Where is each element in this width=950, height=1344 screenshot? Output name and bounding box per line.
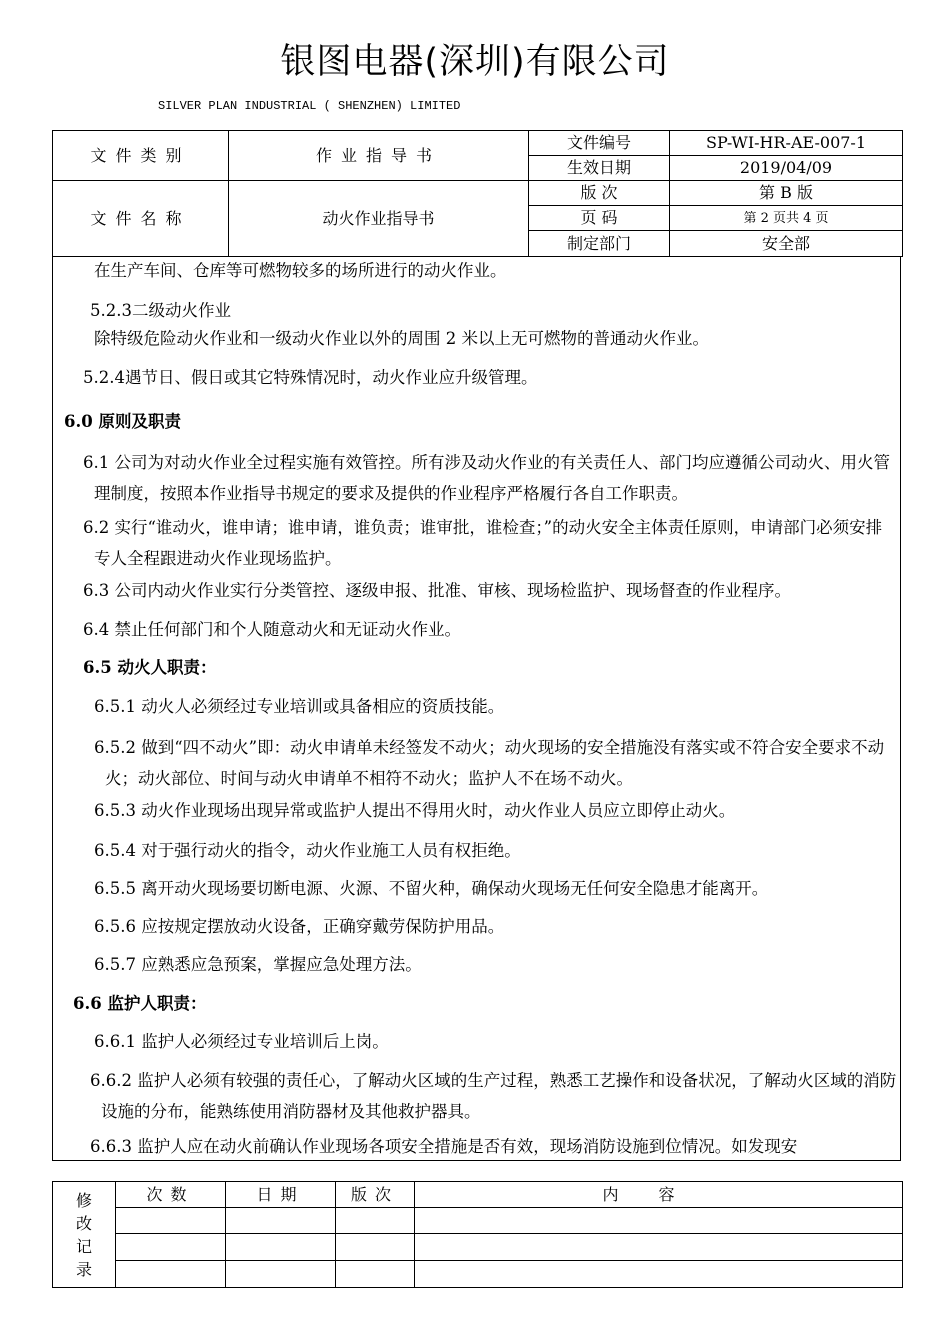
- revision-col-count: 次数: [116, 1182, 226, 1208]
- revision-cell: [415, 1261, 903, 1288]
- document-body: [52, 256, 901, 1161]
- dept-value: 安全部: [670, 231, 903, 257]
- paragraph-6-1: 6.1 公司为对动火作业全过程实施有效管控。所有涉及动火作业的有关责任人、部门均应遵循公司动火、用火管理制度，按照本作业指导书规定的要求及提供的作业程序严格履行各自工作职责。: [83, 453, 890, 503]
- section-heading-6-6: 6.6 监护人职责：: [73, 994, 207, 1013]
- paragraph-6-5-3: 6.5.3 动火作业现场出现异常或监护人提出不得用火时，动火作业人员应立即停止动火。: [94, 801, 736, 820]
- revision-cell: [226, 1208, 336, 1234]
- paragraph-6-5-4: 6.5.4 对于强行动火的指令，动火作业施工人员有权拒绝。: [94, 841, 521, 860]
- revision-side-label: 修 改 记 录: [53, 1182, 116, 1288]
- paragraph-6-4: 6.4 禁止任何部门和个人随意动火和无证动火作业。: [83, 620, 461, 639]
- effective-date-value: 2019/04/09: [670, 156, 903, 181]
- doc-category-value: 作业指导书: [229, 131, 529, 181]
- revision-cell: [415, 1208, 903, 1234]
- revision-cell: [415, 1234, 903, 1261]
- doc-name-value: 动火作业指导书: [229, 181, 529, 257]
- revision-col-date: 日期: [226, 1182, 336, 1208]
- page-label: 页 码: [529, 206, 670, 231]
- revision-cell: [336, 1261, 415, 1288]
- revision-cell: [116, 1208, 226, 1234]
- dept-label: 制定部门: [529, 231, 670, 257]
- doc-category-label: 文件类别: [53, 131, 229, 181]
- body-line: 在生产车间、仓库等可燃物较多的场所进行的动火作业。: [94, 261, 507, 280]
- section-heading-6-5: 6.5 动火人职责：: [83, 658, 217, 677]
- section-heading-6-0: 6.0 原则及职责: [64, 412, 181, 431]
- paragraph-6-6-3: 6.6.3 监护人应在动火前确认作业现场各项安全措施是否有效，现场消防设施到位情况。如发现安: [90, 1137, 798, 1156]
- paragraph-6-5-6: 6.5.6 应按规定摆放动火设备，正确穿戴劳保防护用品。: [94, 917, 505, 936]
- doc-number-label: 文件编号: [529, 131, 670, 156]
- revision-record-table: [52, 1181, 903, 1288]
- revision-col-version: 版次: [336, 1182, 415, 1208]
- paragraph-6-6-1: 6.6.1 监护人必须经过专业培训后上岗。: [94, 1032, 389, 1051]
- body-line: 除特级危险动火作业和一级动火作业以外的周围 2 米以上无可燃物的普通动火作业。: [94, 329, 709, 348]
- page-value: 第 2 页共 4 页: [670, 206, 903, 231]
- revision-cell: [116, 1261, 226, 1288]
- paragraph-6-2: 6.2 实行“谁动火，谁申请；谁申请，谁负责；谁审批，谁检查；”的动火安全主体责任原则，申请部门必须安排专人全程跟进动火作业现场监护。: [83, 518, 883, 568]
- company-title-cn: 银图电器(深圳)有限公司: [280, 42, 670, 82]
- revision-cell: [336, 1208, 415, 1234]
- paragraph-6-3: 6.3 公司内动火作业实行分类管控、逐级申报、批准、审核、现场检监护、现场督查的作业程序。: [83, 581, 791, 600]
- revision-cell: [226, 1234, 336, 1261]
- subsection-heading-5-2-3: 5.2.3二级动火作业: [90, 301, 231, 320]
- paragraph-6-5-2: 6.5.2 做到“四不动火”即：动火申请单未经签发不动火；动火现场的安全措施没有落实或不符合安全要求不动火；动火部位、时间与动火申请单不相符不动火；监护人不在场不动火。: [94, 738, 885, 788]
- paragraph-6-5-1: 6.5.1 动火人必须经过专业培训或具备相应的资质技能。: [94, 697, 505, 716]
- paragraph-6-5-7: 6.5.7 应熟悉应急预案，掌握应急处理方法。: [94, 955, 422, 974]
- paragraph-6-6-2: 6.6.2 监护人必须有较强的责任心，了解动火区域的生产过程，熟悉工艺操作和设备状况，了解动火区域的消防设施的分布，能熟练使用消防器材及其他救护器具。: [90, 1071, 897, 1121]
- effective-date-label: 生效日期: [529, 156, 670, 181]
- doc-number-value: SP-WI-HR-AE-007-1: [670, 131, 903, 156]
- revision-col-content: 内容: [415, 1182, 903, 1208]
- revision-cell: [336, 1234, 415, 1261]
- version-label: 版 次: [529, 181, 670, 206]
- body-line: 5.2.4遇节日、假日或其它特殊情况时，动火作业应升级管理。: [83, 368, 538, 387]
- document-info-table: [52, 130, 903, 257]
- revision-cell: [226, 1261, 336, 1288]
- company-title-en: SILVER PLAN INDUSTRIAL ( SHENZHEN) LIMITED: [158, 99, 461, 113]
- paragraph-6-5-5: 6.5.5 离开动火现场要切断电源、火源、不留火种，确保动火现场无任何安全隐患才能离开。: [94, 879, 769, 898]
- doc-name-label: 文件名称: [53, 181, 229, 257]
- revision-cell: [116, 1234, 226, 1261]
- version-value: 第 B 版: [670, 181, 903, 206]
